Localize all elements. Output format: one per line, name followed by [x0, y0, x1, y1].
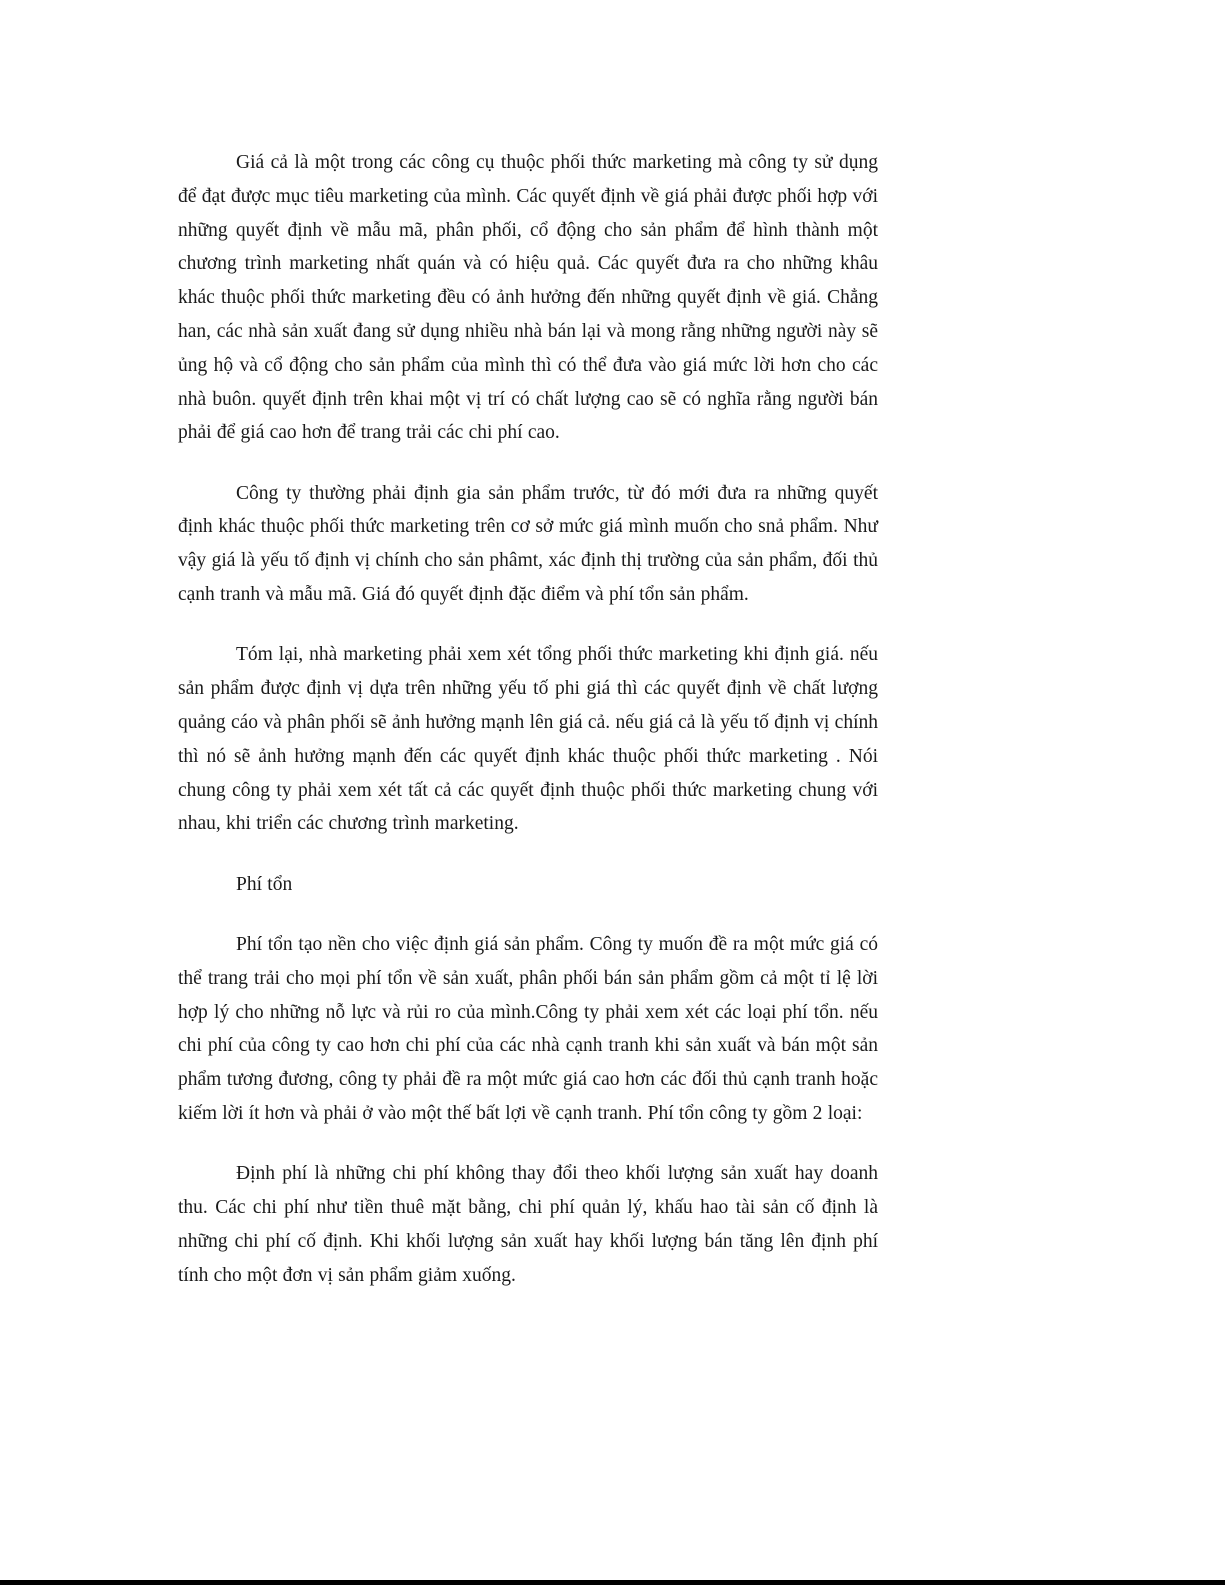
- paragraph-pricing-tool: Giá cả là một trong các công cụ thuộc phối thức marketing mà công ty sử dụng để đạt được mục tiêu marketing của mình. Các quyết định về giá phải được phối hợp với những quyết định về mẫu mã, phân phối, cổ động cho sản phẩm để hình thành một chương trình marketing nhất quán và có hiệu quả. Các quyết đưa ra cho những khâu khác thuộc phối thức marketing đều có ảnh hưởng đến những quyết định về giá. Chẳng han, các nhà sản xuất đang sử dụng nhiều nhà bán lại và mong rằng những người này sẽ ủng hộ và cổ động cho sản phẩm của mình thì có thể đưa vào giá mức lời hơn cho các nhà buôn. quyết định trên khai một vị trí có chất lượng cao sẽ có nghĩa rằng người bán phải để giá cao hơn để trang trải các chi phí cao.: [178, 152, 878, 444]
- paragraph-summary: Tóm lại, nhà marketing phải xem xét tổng phối thức marketing khi định giá. nếu sản phẩm được định vị dựa trên những yếu tố phi giá thì các quyết định về chất lượng quảng cáo và phân phối sẽ ảnh hưởng mạnh lên giá cả. nếu giá cả là yếu tố định vị chính thì nó sẽ ảnh hưởng mạnh đến các quyết định khác thuộc phối thức marketing . Nói chung công ty phải xem xét tất cả các quyết định thuộc phối thức marketing chung với nhau, khi triển các chương trình marketing.: [178, 644, 878, 835]
- paragraph-pricing-first: Công ty thường phải định gia sản phẩm trước, từ đó mới đưa ra những quyết định khác thuộc phối thức marketing trên cơ sở mức giá mình muốn cho snả phẩm. Như vậy giá là yếu tố định vị chính cho sản phâmt, xác định thị trường của sản phẩm, đối thủ cạnh tranh và mẫu mã. Giá đó quyết định đặc điểm và phí tổn sản phẩm.: [178, 482, 878, 606]
- document-page: [178, 146, 878, 1319]
- paragraph-costs: Phí tổn tạo nền cho việc định giá sản phẩm. Công ty muốn đề ra một mức giá có thể trang trải cho mọi phí tổn về sản xuất, phân phối bán sản phẩm gồm cả một tỉ lệ lời hợp lý cho những nỗ lực và rủi ro của mình.Công ty phải xem xét các loại phí tổn. nếu chi phí của công ty cao hơn chi phí của các nhà cạnh tranh khi sản xuất và bán một sản phẩm tương đương, công ty phải đề ra một mức giá cao hơn các đối thủ cạnh tranh hoặc kiếm lời ít hơn và phải ở vào một thế bất lợi về cạnh tranh. Phí tổn công ty gồm 2 loại:: [178, 933, 878, 1124]
- paragraph-fixed-costs: Định phí là những chi phí không thay đổi theo khối lượng sản xuất hay doanh thu. Các chi phí như tiền thuê mặt bằng, chi phí quản lý, khấu hao tài sản cố định là những chi phí cố định. Khi khối lượng sản xuất hay khối lượng bán tăng lên định phí tính cho một đơn vị sản phẩm giảm xuống.: [178, 1163, 878, 1286]
- section-heading-costs: Phí tổn: [236, 873, 293, 895]
- bottom-border: [0, 1580, 1225, 1585]
